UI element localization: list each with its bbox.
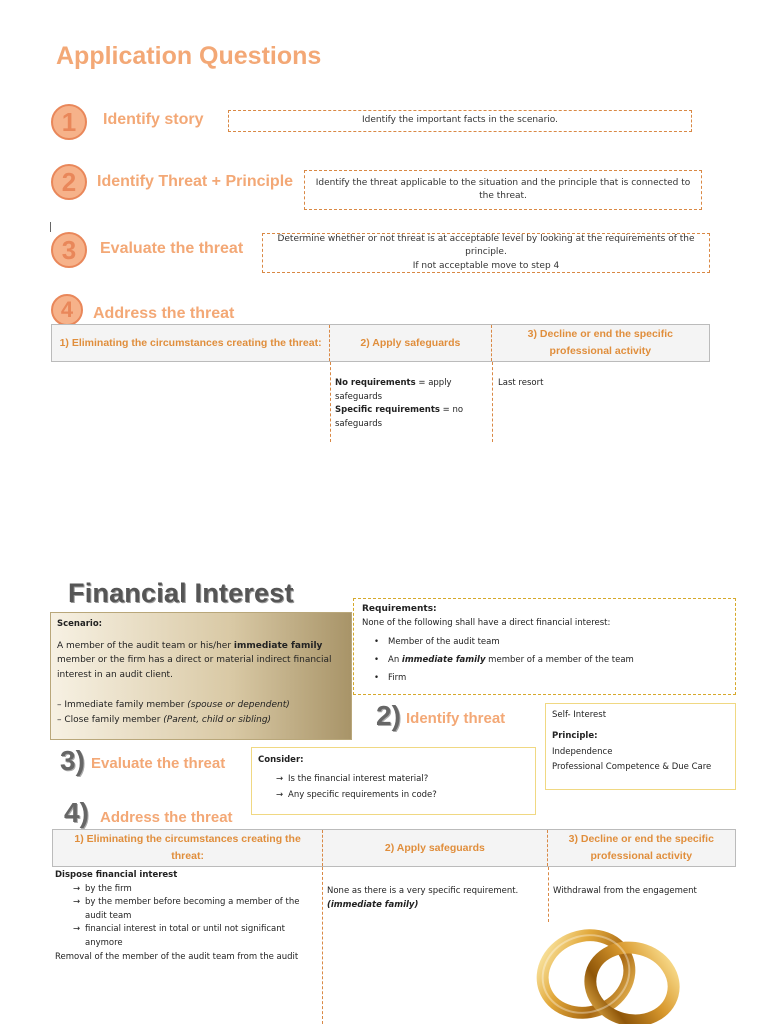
consider-heading: Consider: — [258, 755, 304, 765]
consider-item: → Any specific requirements in code? — [258, 788, 529, 803]
step-1-description-text: Identify the important facts in the scenario. — [361, 115, 558, 126]
top-table-header-col2: 2) Apply safeguards — [330, 325, 492, 361]
safeguard-note: (immediate family) — [327, 899, 419, 910]
requirements-intro: None of the following shall have a direct financial interest: — [362, 618, 611, 628]
dispose-list — [55, 883, 317, 951]
threat-principle-box — [545, 703, 736, 790]
step-3-description-line2: If not acceptable move to step 4 — [412, 260, 560, 271]
principle-item: Independence — [552, 746, 613, 757]
financial-interest-title: Financial Interest — [68, 578, 294, 608]
step-3-description-line1: Determine whether or not threat is at acceptable level by looking at the requirements of the principle. — [277, 233, 695, 258]
top-table-header — [51, 324, 710, 362]
top-table-col3-content: Last resort — [498, 378, 544, 388]
removal-text: Removal of the member of the audit team from the audit — [55, 951, 299, 962]
fi-step-4-label: Address the threat — [100, 809, 233, 826]
dispose-item: → financial interest in total or until not significant anymore — [55, 923, 317, 950]
fi-table-divider-1 — [322, 867, 323, 1024]
req-item2-bi: immediate family — [401, 654, 486, 665]
scenario-heading: Scenario: — [57, 619, 103, 629]
threat-type: Self- Interest — [552, 710, 607, 720]
step-1-label: Identify story — [103, 111, 204, 128]
step-4-circle: 4 — [51, 294, 83, 326]
dispose-item: → by the member before becoming a member of the audit team — [55, 896, 317, 923]
fi-step-4-number: 4) — [64, 797, 89, 828]
fi-step-3-number: 3) — [60, 745, 85, 776]
scenario-text-bold: immediate family — [233, 641, 323, 651]
step-2-label: Identify Threat + Principle — [97, 173, 294, 190]
scenario-definitions — [57, 698, 345, 727]
consider-item: → Is the financial interest material? — [258, 772, 529, 787]
col2-text2: = no safeguards — [335, 405, 464, 429]
top-table-divider-1 — [330, 362, 331, 442]
dispose-heading: Dispose financial interest — [55, 870, 178, 880]
fi-table-header-col2: 2) Apply safeguards — [323, 830, 547, 866]
fi-table-header — [52, 829, 736, 867]
col2-bold2: Specific requirements — [335, 405, 440, 416]
top-table-header-col3: 3) Decline or end the specific professional activity — [527, 328, 673, 357]
step-2-description-text: Identify the threat applicable to the situation and the principle that is connected to the threat. — [315, 177, 691, 201]
step-2-circle: 2 — [51, 164, 87, 200]
requirements-item: • Member of the audit team — [362, 634, 727, 652]
consider-list — [258, 772, 529, 803]
scenario-def2-italic: (Parent, child or sibling) — [163, 714, 272, 725]
requirements-heading: Requirements: — [362, 604, 437, 614]
cursor-mark — [50, 222, 51, 232]
consider-box — [251, 747, 536, 815]
col2-bold1: No requirements — [335, 378, 416, 388]
page-title: Application Questions — [56, 42, 322, 70]
principle-item: Professional Competence & Due Care — [552, 761, 712, 772]
scenario-text-b: member or the firm has a direct or material indirect financial interest in an audit client. — [57, 655, 332, 680]
fi-table-col1-content — [55, 869, 317, 964]
step-2-description — [304, 170, 702, 210]
scenario-text-a: A member of the audit team or his/her — [57, 641, 234, 651]
wedding-rings-icon — [534, 918, 684, 1024]
fi-step-2-label: Identify threat — [406, 710, 506, 727]
top-table-divider-2 — [492, 362, 493, 442]
fi-table-divider-2 — [548, 867, 549, 922]
scenario-text — [57, 639, 345, 682]
fi-table-col2-content — [327, 885, 547, 912]
req-item2-b: member of a member of the team — [485, 654, 634, 665]
dispose-item: → by the firm — [55, 883, 317, 897]
scenario-box — [50, 612, 352, 740]
fi-table-header-col1: 1) Eliminating the circumstances creating the threat: — [53, 830, 323, 866]
step-3-circle: 3 — [51, 232, 87, 268]
fi-step-2-number: 2) — [376, 700, 401, 731]
step-1-description — [228, 110, 692, 132]
requirements-box — [353, 598, 736, 695]
fi-table-header-col3: 3) Decline or end the specific professional activity — [568, 833, 714, 862]
scenario-def2: – Close family member — [57, 714, 164, 725]
step-3-label: Evaluate the threat — [100, 240, 244, 257]
fi-step-3-label: Evaluate the threat — [91, 755, 226, 772]
safeguard-text: None as there is a very specific requirement. — [327, 886, 519, 896]
scenario-def1-italic: (spouse or dependent) — [187, 700, 290, 711]
top-table-col2-content — [335, 377, 490, 431]
req-item2-a: An — [388, 654, 402, 665]
step-1-circle: 1 — [51, 104, 87, 140]
requirements-item — [362, 652, 727, 670]
col2-text1: = apply safeguards — [335, 378, 452, 402]
requirements-item: • Firm — [362, 670, 727, 688]
step-3-description — [262, 233, 710, 273]
principle-heading: Principle: — [552, 731, 598, 742]
requirements-list — [362, 634, 727, 688]
scenario-def1: – Immediate family member — [57, 700, 188, 711]
step-4-label: Address the threat — [93, 305, 235, 322]
top-table-header-col1: 1) Eliminating the circumstances creating the threat: — [52, 325, 330, 361]
fi-table-col3-content: Withdrawal from the engagement — [553, 886, 697, 896]
